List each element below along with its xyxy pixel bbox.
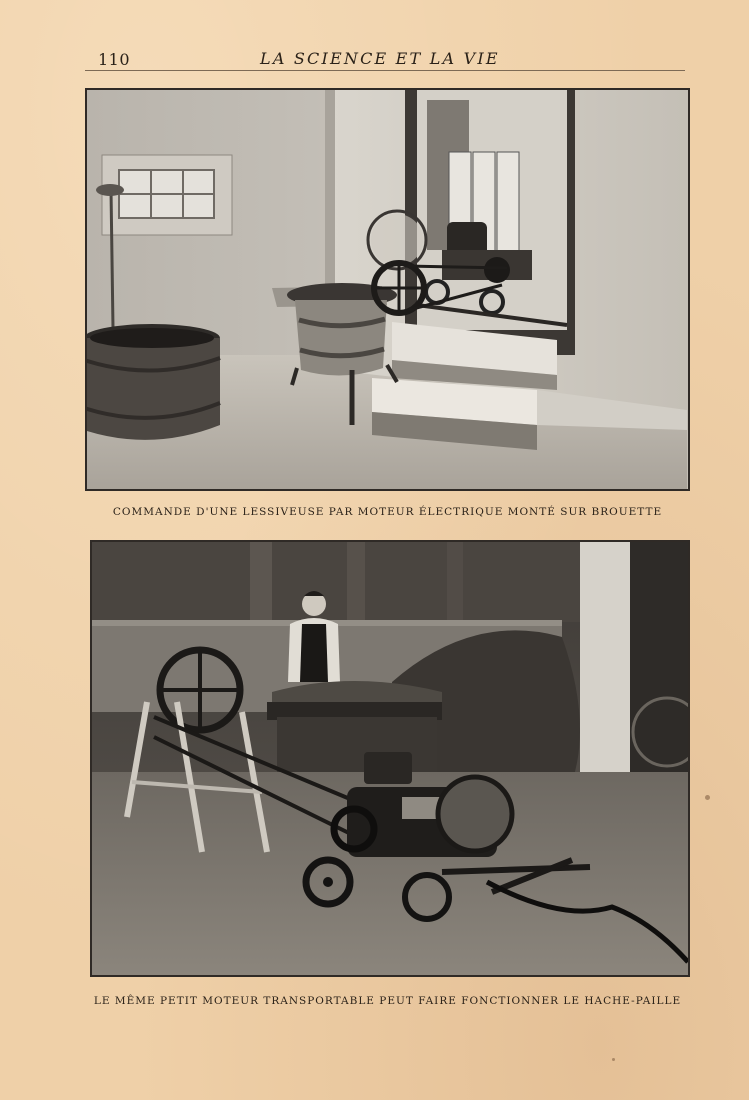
- figure-caption-1: COMMANDE D'UNE LESSIVEUSE PAR MOTEUR ÉLECTRIQUE MONTÉ SUR BROUETTE: [112, 506, 663, 518]
- photo-straw-cutter-image: [92, 542, 688, 975]
- paper-speck: [705, 795, 710, 800]
- page-header: [85, 48, 685, 71]
- running-title: LA SCIENCE ET LA VIE: [260, 49, 500, 68]
- photo-washing-machine-image: [87, 90, 688, 489]
- figure-caption-2: LE MÊME PETIT MOTEUR TRANSPORTABLE PEUT FAIRE FONCTIONNER LE HACHE-PAILLE: [93, 995, 682, 1007]
- photo-straw-cutter: [90, 540, 690, 977]
- paper-speck: [612, 1058, 615, 1061]
- page-number: 110: [98, 50, 131, 69]
- photo-washing-machine: [85, 88, 690, 491]
